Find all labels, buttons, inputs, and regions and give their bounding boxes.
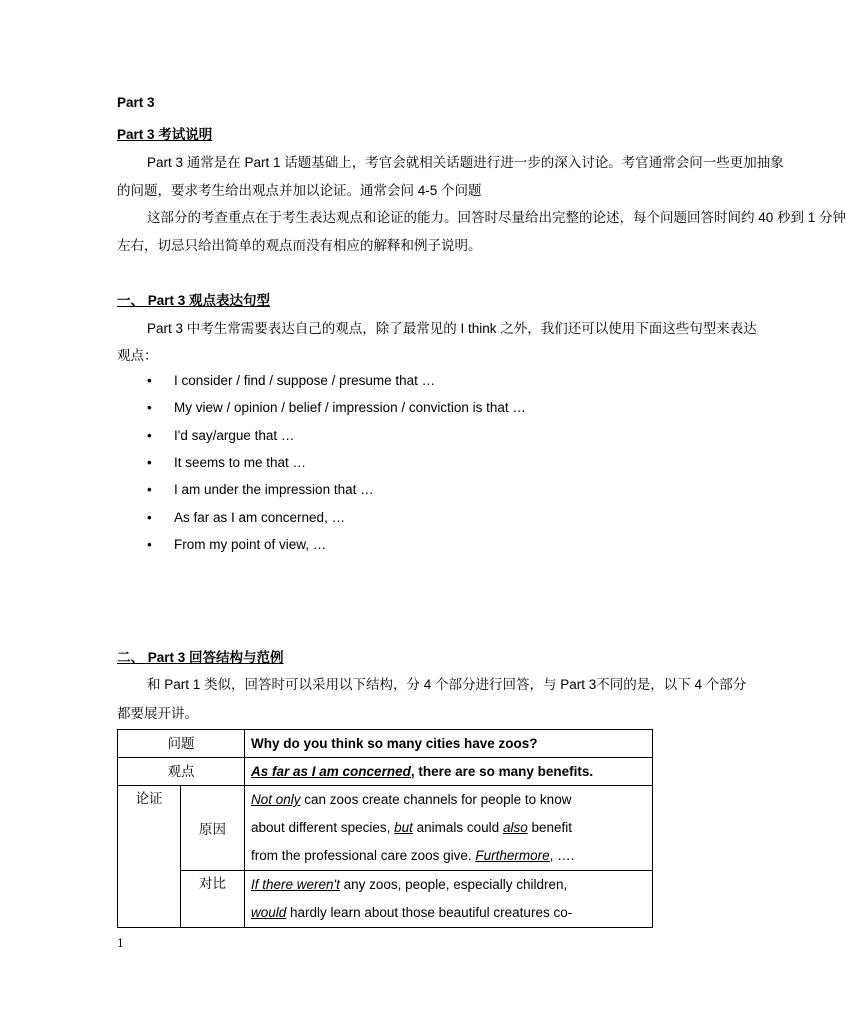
list-item: • It seems to me that … — [147, 455, 307, 470]
bullet-icon: • — [147, 400, 152, 415]
paragraph-line: Part 3 中考生常需要表达自己的观点，除了最常见的 I think 之外，我们还可以使用下面这些句型来表达 — [147, 321, 757, 336]
answer-structure-table — [117, 729, 653, 928]
paragraph-line: 观点： — [117, 348, 158, 363]
reason-text: Not only can zoos create channels for people to know about different species, but animals could also benefit from the professional care zoos give. Furthermore, …. — [245, 786, 653, 871]
list-item: • I am under the impression that … — [147, 482, 374, 497]
paragraph-line: Part 3 通常是在 Part 1 话题基础上，考官会就相关话题进行进一步的深入讨论。考官通常会问一些更加抽象 — [147, 155, 784, 170]
question-text: Why do you think so many cities have zoos? — [245, 730, 653, 758]
paragraph-line: 和 Part 1 类似，回答时可以采用以下结构，分 4 个部分进行回答，与 Part 3不同的是，以下 4 个部分 — [147, 677, 747, 692]
view-text: As far as I am concerned, there are so many benefits. — [245, 758, 653, 786]
list-item: • My view / opinion / belief / impression / conviction is that … — [147, 400, 526, 415]
paragraph-line: 的问题，要求考生给出观点并加以论证。通常会问 4-5 个问题 — [117, 183, 482, 198]
list-item: • I'd say/argue that … — [147, 428, 295, 443]
bullet-icon: • — [147, 537, 152, 552]
list-item: • As far as I am concerned, … — [147, 510, 346, 525]
reason-label: 原因 — [181, 786, 245, 871]
section-heading-opinion-phrases: 一、 Part 3 观点表达句型 — [117, 293, 271, 308]
argument-label: 论证 — [118, 786, 181, 928]
section-heading-exam-notes: Part 3 考试说明 — [117, 127, 213, 142]
list-item: • From my point of view, … — [147, 537, 327, 552]
bullet-icon: • — [147, 455, 152, 470]
view-label: 观点 — [118, 758, 245, 786]
table-row — [118, 786, 653, 871]
list-item: • I consider / find / suppose / presume that … — [147, 373, 436, 388]
bullet-icon: • — [147, 510, 152, 525]
doc-title: Part 3 — [117, 95, 155, 110]
bullet-icon: • — [147, 428, 152, 443]
contrast-label: 对比 — [181, 871, 245, 928]
page-number: 1 — [117, 937, 124, 950]
bullet-icon: • — [147, 482, 152, 497]
contrast-text: If there weren't any zoos, people, especially children, would hardly learn about those beautiful creatures co- — [245, 871, 653, 928]
paragraph-line: 左右，切忌只给出简单的观点而没有相应的解释和例子说明。 — [117, 238, 482, 253]
table-row — [118, 730, 653, 758]
paragraph-line: 这部分的考查重点在于考生表达观点和论证的能力。回答时尽量给出完整的论述，每个问题回答时间约 40 秒到 1 分钟 — [147, 210, 846, 225]
table-row — [118, 758, 653, 786]
table-row — [118, 871, 653, 928]
question-label: 问题 — [118, 730, 245, 758]
paragraph-line: 都要展开讲。 — [117, 706, 198, 721]
section-heading-answer-structure: 二、 Part 3 回答结构与范例 — [117, 650, 284, 665]
bullet-icon: • — [147, 373, 152, 388]
